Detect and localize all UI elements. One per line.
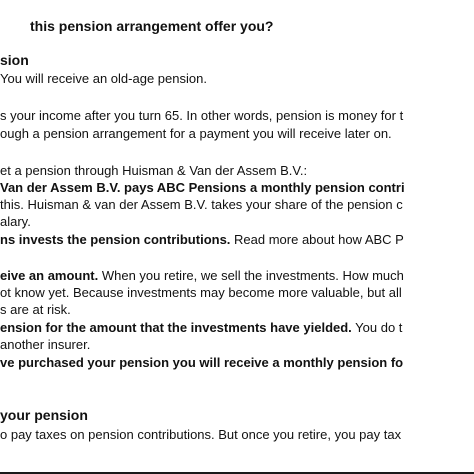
- process-step-text: ot know yet. Because investments may become more valuable, but all: [0, 285, 402, 300]
- intro-text-line: ough a pension arrangement for a payment you will receive later on.: [0, 126, 392, 141]
- section-text: o pay taxes on pension contributions. But once you retire, you pay tax: [0, 427, 402, 442]
- process-step-text: another insurer.: [0, 337, 91, 352]
- process-step-text: alary.: [0, 214, 31, 229]
- process-step-text: this. Huisman & van der Assem B.V. takes your share of the pension c: [0, 197, 403, 212]
- section-heading-your-pension: your pension: [0, 407, 88, 423]
- process-lead-text: et a pension through Huisman & Van der Assem B.V.:: [0, 163, 308, 178]
- section-heading-pension: sion: [0, 52, 29, 68]
- process-step-text: Read more about how ABC P: [230, 232, 404, 247]
- document-title: this pension arrangement offer you?: [30, 18, 274, 34]
- process-step-text: You do t: [351, 320, 403, 335]
- intro-text-line: s your income after you turn 65. In other words, pension is money for t: [0, 108, 404, 123]
- process-step-bold: ension for the amount that the investments have yielded.: [0, 320, 352, 335]
- section-text: You will receive an old-age pension.: [0, 71, 207, 86]
- process-step-text: s are at risk.: [0, 302, 71, 317]
- process-step-bold: ve purchased your pension you will receive a monthly pension fo: [0, 355, 404, 370]
- process-step-bold: eive an amount.: [0, 268, 99, 283]
- process-step-line: [0, 268, 404, 283]
- process-step-bold: ns invests the pension contributions.: [0, 232, 231, 247]
- process-step-bold: Van der Assem B.V. pays ABC Pensions a monthly pension contri: [0, 180, 405, 195]
- process-step-line: [0, 232, 404, 247]
- process-step-text: When you retire, we sell the investments. How much: [98, 268, 404, 283]
- process-step-line: [0, 320, 402, 335]
